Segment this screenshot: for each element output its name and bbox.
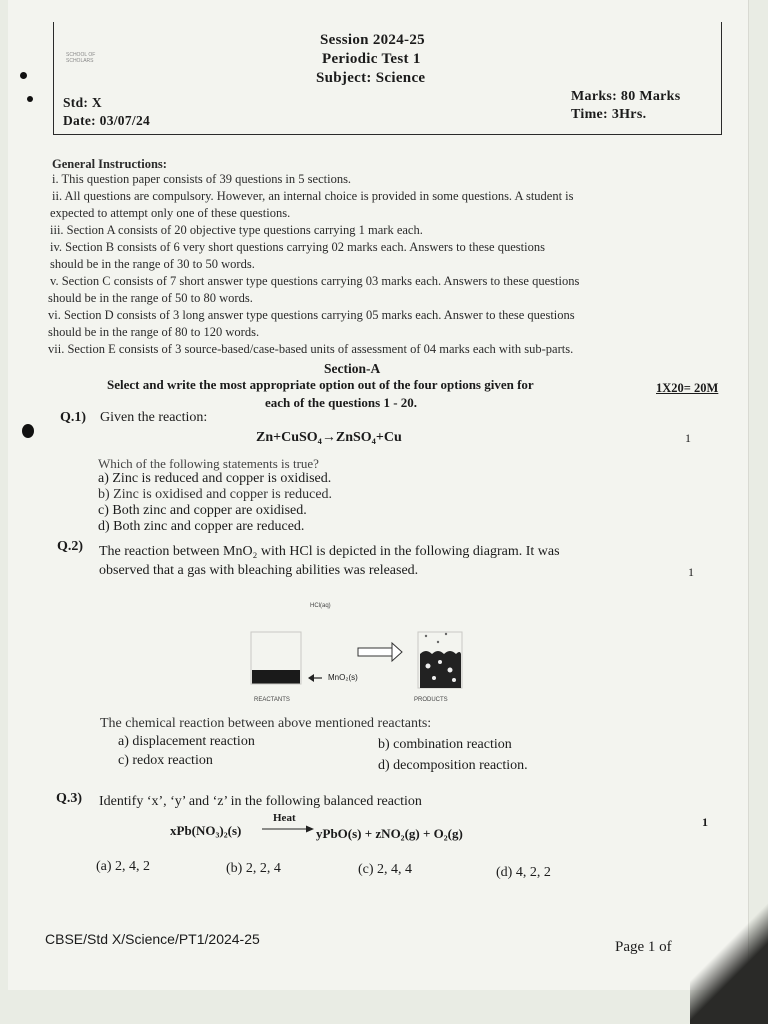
option: a) displacement reaction: [118, 734, 255, 749]
question-text: observed that a gas with bleaching abilities was released.: [99, 563, 419, 578]
option: (a) 2, 4, 2: [96, 859, 151, 874]
product-mass: [420, 651, 461, 688]
section-instruction: each of the questions 1 - 20.: [265, 395, 418, 410]
option: d) decomposition reaction.: [378, 758, 528, 773]
question-mark: 1: [685, 431, 691, 445]
reactants-label: REACTANTS: [254, 697, 290, 703]
hcl-label: HCl(aq): [310, 603, 331, 609]
session-title: Session 2024-25: [320, 32, 425, 48]
instruction-line: v. Section C consists of 7 short answer type questions carrying 03 marks each. Answers to these questions: [50, 274, 580, 288]
instruction-line: vi. Section D consists of 3 long answer type questions carrying 05 marks each. Answer to these questions: [48, 308, 575, 322]
option: b) Zinc is oxidised and copper is reduced.: [98, 487, 333, 502]
paper-code: CBSE/Std X/Science/PT1/2024-25: [45, 931, 260, 947]
reaction-lhs: xPb(NO₃)₂(s): [170, 823, 242, 838]
question-text: The reaction between MnO₂ with HCl is depicted in the following diagram. It was: [99, 544, 560, 559]
question-number: Q.3): [56, 791, 83, 806]
option: (d) 4, 2, 2: [496, 865, 551, 880]
instructions-title: General Instructions:: [52, 157, 167, 171]
reaction-rhs: yPbO(s) + zNO₂(g) + O₂(g): [316, 826, 463, 841]
page-shadow: [690, 900, 768, 1024]
school-logo: SCHOOL OF SCHOLARS: [66, 52, 96, 64]
reaction-arrow: [262, 824, 314, 834]
heat-label: Heat: [273, 812, 296, 824]
instruction-line: expected to attempt only one of these questions.: [50, 206, 291, 220]
section-marks: 1X20= 20M: [656, 381, 719, 395]
option: d) Both zinc and copper are reduced.: [98, 519, 305, 534]
time-label: Time: 3Hrs.: [571, 107, 647, 122]
reactant-solid: [252, 670, 300, 684]
margin-mark: [20, 72, 27, 79]
instruction-line: should be in the range of 30 to 50 words.: [50, 257, 255, 271]
option: c) redox reaction: [118, 753, 213, 768]
page-number: Page 1 of: [615, 939, 672, 955]
question-number: Q.1): [60, 410, 87, 425]
std-label: Std: X: [63, 95, 102, 110]
instruction-line: iii. Section A consists of 20 objective type questions carrying 1 mark each.: [50, 223, 423, 237]
products-label: PRODUCTS: [414, 697, 448, 703]
option: (b) 2, 2, 4: [226, 861, 281, 876]
instruction-line: iv. Section B consists of 6 very short questions carrying 02 marks each. Answers to these questions: [50, 240, 545, 254]
instruction-line: should be in the range of 80 to 120 words.: [48, 325, 260, 339]
instruction-line: vii. Section E consists of 3 source-based/case-based units of assessment of 04 marks each with sub-parts.: [48, 342, 574, 356]
question-text: Identify ‘x’, ‘y’ and ‘z’ in the following balanced reaction: [99, 794, 422, 809]
margin-mark: [22, 424, 34, 438]
test-title: Periodic Test 1: [322, 51, 421, 67]
reaction-equation: Zn+CuSO₄→ZnSO₄+Cu: [256, 430, 402, 445]
question-mark: 1: [688, 565, 694, 579]
option: b) combination reaction: [378, 737, 512, 752]
question-number: Q.2): [57, 539, 84, 554]
reaction-diagram: [250, 612, 490, 702]
question-prompt: Which of the following statements is true?: [98, 456, 319, 471]
mno2-label: MnO₂(s): [328, 673, 358, 682]
instruction-line: should be in the range of 50 to 80 words.: [48, 291, 253, 305]
question-mark: 1: [702, 815, 708, 829]
date-label: Date: 03/07/24: [63, 113, 151, 128]
section-title: Section-A: [324, 361, 381, 376]
section-instruction: Select and write the most appropriate option out of the four options given for: [107, 377, 534, 392]
question-text: Given the reaction:: [100, 410, 208, 425]
subject-title: Subject: Science: [316, 70, 426, 86]
option: a) Zinc is reduced and copper is oxidised.: [98, 471, 332, 486]
instruction-line: i. This question paper consists of 39 questions in 5 sections.: [52, 172, 352, 186]
margin-mark: [27, 96, 33, 102]
option: c) Both zinc and copper are oxidised.: [98, 503, 307, 518]
instruction-line: ii. All questions are compulsory. However, an internal choice is provided in some questions. A student is: [52, 189, 574, 203]
marks-label: Marks: 80 Marks: [571, 89, 681, 104]
option: (c) 2, 4, 4: [358, 862, 413, 877]
question-prompt: The chemical reaction between above mentioned reactants:: [100, 716, 432, 731]
